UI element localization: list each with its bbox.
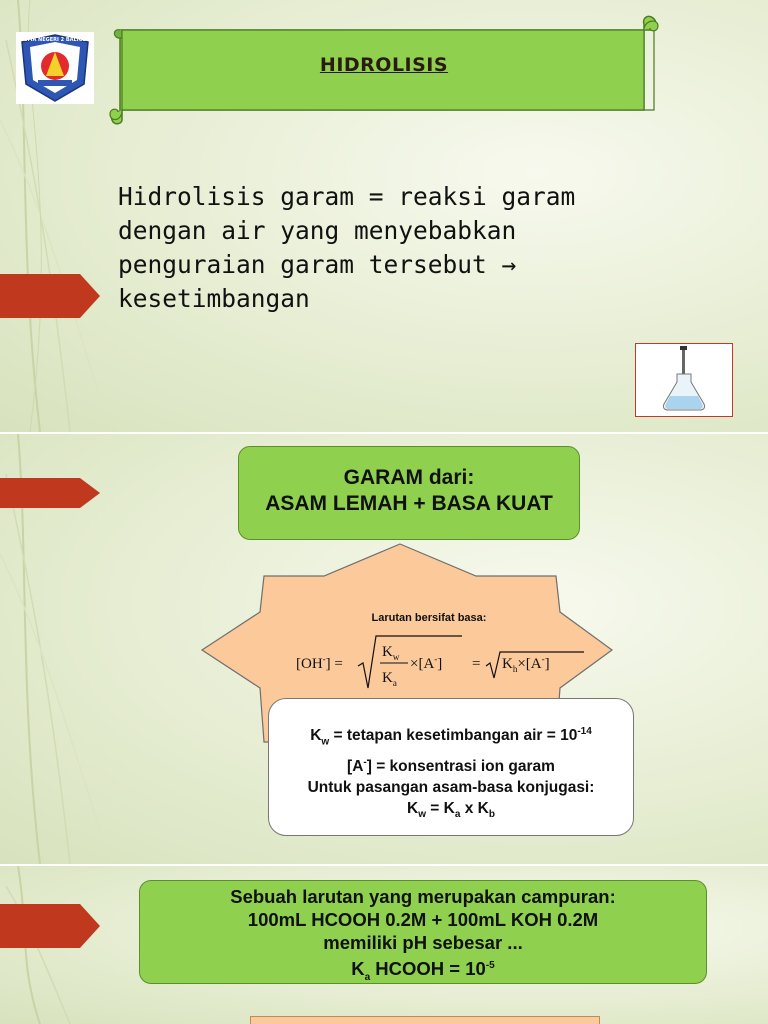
info-line-conjugate: Untuk pasangan asam-basa konjugasi: <box>307 779 595 797</box>
salt-type-line: ASAM LEMAH + BASA KUAT <box>265 492 553 515</box>
flask-icon <box>636 344 732 416</box>
red-arrow-tab <box>0 904 100 948</box>
definition-line: dengan air yang menyebabkan <box>118 216 517 245</box>
svg-text:Ka: $K_a$ <box>382 670 397 688</box>
info-line-kw: $K_w$ = tetapan kesetimbangan air = $10^{-14}$ <box>310 726 592 748</box>
flask-image <box>635 343 733 417</box>
info-line-relation: $K_w = K_a$ x $K_b$ <box>407 800 495 821</box>
answer-box-edge <box>250 1016 600 1024</box>
question-box <box>139 880 707 984</box>
formula-ka: K <box>382 670 393 686</box>
svg-text:[OH-] =: [OH-] = <box>296 654 343 672</box>
svg-text:=: = <box>472 656 481 672</box>
info-line-ion: [A-] = konsentrasi ion garam <box>347 757 555 776</box>
slide-title: HIDROLISIS <box>319 54 449 76</box>
definition-line: kesetimbangan <box>118 284 310 313</box>
question-line: memiliki pH sebesar ... <box>323 932 523 953</box>
hydrolysis-definition <box>118 180 678 316</box>
svg-text:Kh×[A-]: $K_h\times[A^-]$ <box>502 654 550 674</box>
salt-type-line: GARAM dari: <box>343 466 475 489</box>
definition-line: Hidrolisis garam = reaksi garam <box>118 182 576 211</box>
red-arrow-tab <box>0 274 100 318</box>
question-line: Sebuah larutan yang merupakan campuran: <box>230 886 616 907</box>
salt-type-box <box>238 446 580 540</box>
question-line: 100mL HCOOH 0.2M + 100mL KOH 0.2M <box>247 909 599 930</box>
svg-text:×[A-]: ×[A-] <box>410 654 443 672</box>
formula-kw: K <box>382 644 393 660</box>
oh-concentration-formula <box>290 630 590 700</box>
question-line-ka: $K_a$ HCOOH = $10^{-5}$ <box>351 958 495 983</box>
svg-text:Kw: $K_w$ <box>382 644 400 662</box>
school-logo <box>16 32 94 104</box>
formula-lhs: [OH <box>296 656 323 672</box>
constants-info-box <box>268 698 634 836</box>
solution-property-label: Larutan bersifat basa: <box>371 612 487 624</box>
formula-kh: K <box>502 656 513 672</box>
definition-line: penguraian garam tersebut → <box>118 250 517 279</box>
logo-text: SMA NEGERI 2 BALIGE <box>23 37 87 43</box>
red-arrow-tab <box>0 478 100 508</box>
